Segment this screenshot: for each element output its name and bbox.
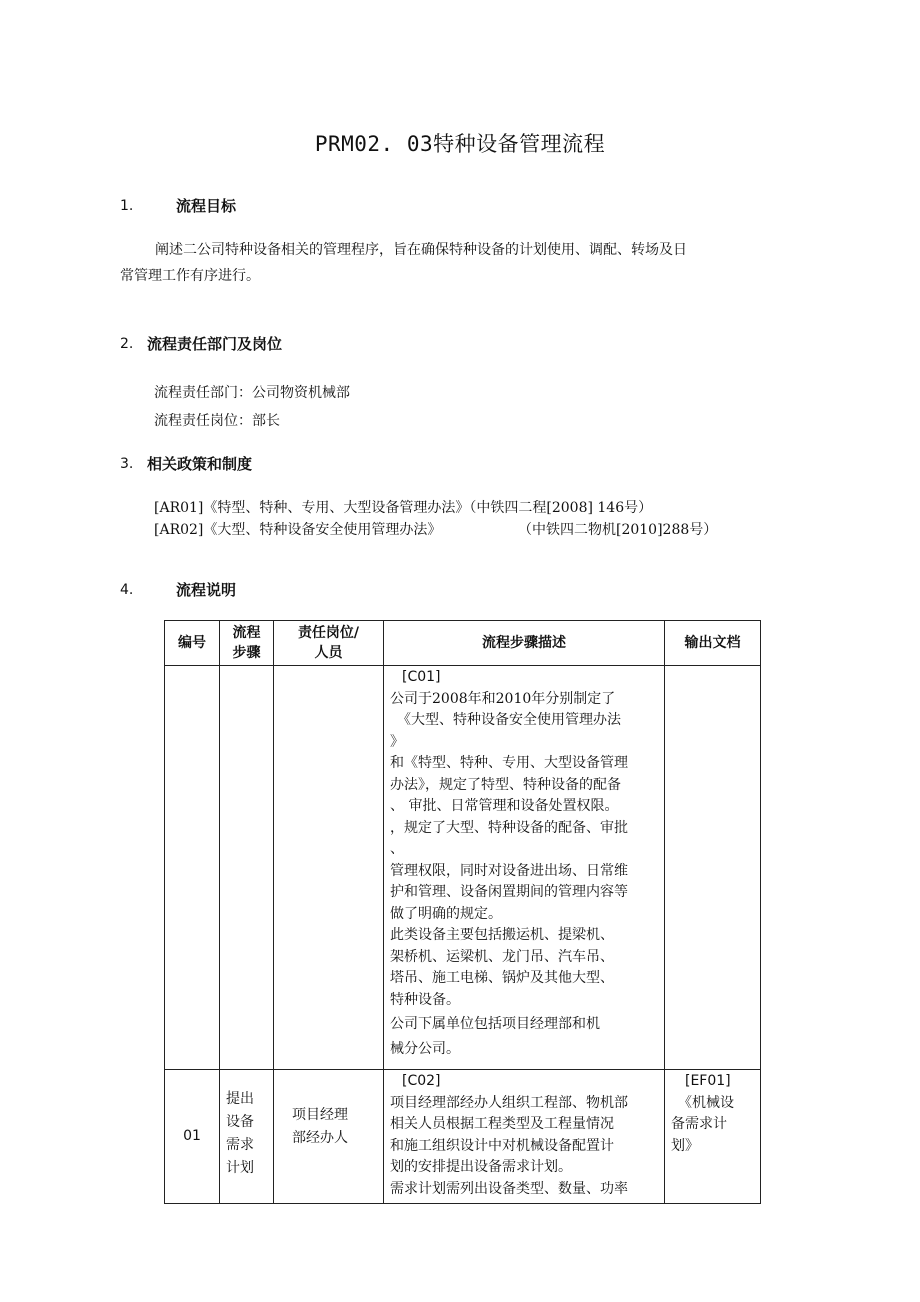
row0-step-code: [C01] — [402, 669, 441, 685]
row1-role-cell — [274, 1070, 384, 1204]
row1-output-line: 划》 — [671, 1137, 699, 1154]
row0-line: 《大型、特种设备安全使用管理办法 — [390, 712, 621, 728]
row1-step-line: 提出 — [226, 1090, 254, 1107]
header-role — [274, 621, 384, 666]
row0-id-cell — [165, 666, 220, 1070]
section-4-title: 流程说明 — [176, 581, 237, 599]
row0-step-cell — [220, 666, 274, 1070]
header-step — [220, 621, 274, 666]
row1-step-line: 计划 — [226, 1159, 254, 1176]
process-table — [164, 620, 761, 1204]
row1-output-code: [EF01] — [685, 1073, 731, 1089]
row0-line: 办法》，规定了特型、特种设备的配备 — [390, 776, 621, 793]
row1-id: 01 — [165, 1070, 220, 1204]
row0-output-cell — [665, 666, 761, 1070]
row0-line: 特种设备。 — [390, 991, 460, 1008]
header-description: 流程步骤描述 — [384, 621, 665, 666]
responsible-post: 流程责任岗位：部长 — [154, 413, 280, 429]
row0-line: 、 — [390, 841, 404, 857]
row0-line: 械分公司。 — [390, 1040, 460, 1057]
row0-role-cell — [274, 666, 384, 1070]
section-3-number: 3. — [120, 456, 134, 472]
row0-line: 公司下属单位包括项目经理部和机 — [390, 1016, 600, 1032]
policy-ar02-code: （中铁四二物机[2010]288号） — [518, 522, 718, 538]
section-1-body-line1: 阐述二公司特种设备相关的管理程序，旨在确保特种设备的计划使用、调配、转场及日 — [155, 242, 687, 258]
header-id: 编号 — [165, 621, 220, 666]
row1-output-line: 备需求计 — [671, 1116, 727, 1132]
policy-ar02-name: [AR02]《大型、特种设备安全使用管理办法》 — [154, 522, 442, 538]
row1-step-cell — [220, 1070, 274, 1204]
header-output: 输出文档 — [665, 621, 761, 666]
row1-step-line: 设备 — [226, 1113, 254, 1130]
page-title: PRM02. 03特种设备管理流程 — [314, 132, 606, 156]
row1-line: 需求计划需列出设备类型、数量、功率 — [390, 1180, 628, 1197]
row0-line: 管理权限，同时对设备进出场、日常维 — [390, 862, 628, 879]
row0-line: 做了明确的规定。 — [390, 905, 502, 922]
section-1-body-line2: 常管理工作有序进行。 — [120, 268, 260, 284]
row1-description-cell — [384, 1070, 665, 1204]
row1-line: 相关人员根据工程类型及工程量情况 — [390, 1116, 614, 1132]
row0-line: 架桥机、运梁机、龙门吊、汽车吊、 — [390, 948, 614, 965]
table-header-row — [165, 621, 761, 666]
section-2-title: 流程责任部门及岗位 — [147, 335, 283, 353]
row0-line: ，规定了大型、特种设备的配备、审批 — [390, 819, 628, 836]
row1-line: 和施工组织设计中对机械设备配置计 — [390, 1137, 614, 1154]
row1-output-cell — [665, 1070, 761, 1204]
row0-line: 此类设备主要包括搬运机、提梁机、 — [390, 927, 614, 943]
section-1-number: 1. — [120, 198, 134, 214]
row1-step-code: [C02] — [402, 1073, 441, 1089]
row1-step-line: 需求 — [226, 1136, 254, 1153]
row1-role-line: 部经办人 — [292, 1129, 348, 1146]
row0-line: 塔吊、施工电梯、锅炉及其他大型、 — [390, 970, 614, 986]
row0-line: 、 审批、日常管理和设备处置权限。 — [390, 798, 619, 814]
row0-line: 公司于2008年和2010年分别制定了 — [390, 690, 616, 707]
header-role-line1: 责任岗位/ — [297, 625, 360, 641]
row1-line: 划的安排提出设备需求计划。 — [390, 1159, 572, 1175]
section-3-title: 相关政策和制度 — [147, 455, 253, 473]
table-row — [165, 1070, 761, 1204]
section-2-number: 2. — [120, 336, 134, 352]
row0-line: 护和管理、设备闲置期间的管理内容等 — [390, 884, 628, 900]
row1-output-line: 《机械设 — [671, 1094, 734, 1111]
row1-role-line: 项目经理 — [292, 1106, 348, 1123]
row0-line: 和《特型、特种、专用、大型设备管理 — [390, 755, 628, 771]
header-step-line2: 步骤 — [232, 645, 261, 661]
responsible-department: 流程责任部门：公司物资机械部 — [154, 385, 350, 401]
row1-line: 项目经理部经办人组织工程部、物机部 — [390, 1094, 628, 1111]
section-4-number: 4. — [120, 582, 134, 598]
section-1-title: 流程目标 — [176, 197, 237, 215]
policy-ar01: [AR01]《特型、特种、专用、大型设备管理办法》（中铁四二程[2008] 146号） — [154, 500, 653, 516]
row0-description-cell — [384, 666, 665, 1070]
header-role-line2: 人员 — [314, 645, 343, 661]
table-row — [165, 666, 761, 1070]
header-step-line1: 流程 — [232, 625, 261, 641]
row0-line: 》 — [390, 733, 404, 750]
